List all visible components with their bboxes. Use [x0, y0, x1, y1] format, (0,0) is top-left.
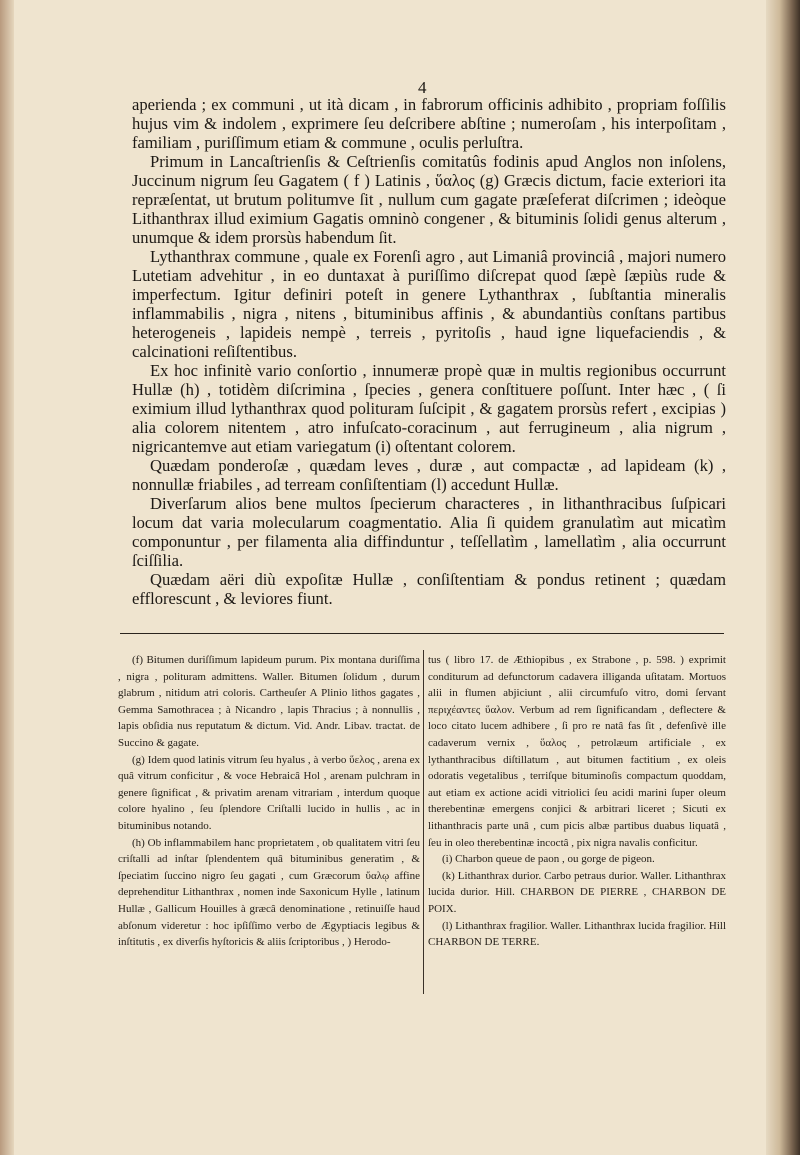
footnote-f: (f) Bitumen duriſſimum lapideum purum. Pix montana duriſſima , nigra , polituram admittens. Waller. Bitumen ſolidum , durum glabrum , nitidum atri coloris. Cartheuſer A Plinio lithos gagates , Gemma Samothracea ; à Nicandro , lapis Thracius ; à nonnullis , lapis obſidia nus reputatum & dictum. Vid. Andr. Libav. tractat. de Succino & gagate. — [118, 654, 420, 749]
paragraph-3: Lythanthrax commune , quale ex Forenſi agro , aut Limaniâ provinciâ , majori numero Lutetiam advehitur , in eo duntaxat à puriſſimo diſcrepat quod ſæpè ſæpiùs rude & imperfectum. Igitur definiri poteſt in genere Lythanthrax , ſubſtantia mineralis inflammabilis , nigra , nitens , bituminibus affinis , & abundantiùs conſtans partibus heterogeneis , lapideis nempè , terreis , pyritoſis , haud igne liquefaciendis , & calcinationi reſiſtentibus. — [132, 247, 726, 361]
page-gutter-shadow — [766, 0, 800, 1155]
footnote-g: (g) Idem quod latinis vitrum ſeu hyalus , à verbo ὕελος , arena ex quâ vitrum conficitur , & voce Hebraicâ Hol , arenam pulchram in genere ſignificat , & privatim arenam vitrariam , interdum quoque colore hyalino , ſeu ſplendore Criſtalli lucido in hullis , ac in bituminibus notando. — [118, 753, 420, 832]
footnote-i: (i) Charbon queue de paon , ou gorge de pigeon. — [442, 853, 655, 866]
paragraph-5: Quædam ponderoſæ , quædam leves , duræ , aut compactæ , ad lapideam (k) , nonnullæ friabiles , ad terream conſiſtentiam (l) accedunt Hullæ. — [132, 456, 726, 494]
paragraph-2: Primum in Lancaſtrienſis & Ceſtrienſis comitatûs fodinis apud Anglos non inſolens, Juccinum nigrum ſeu Gagatem ( f ) Latinis , ὕαλος (g) Græcis dictum, facie exteriori ita repræſentat, ut brutum politumve ſit , nullum cum gagate præſeferat diſcrimen ; ideòque Lithanthrax illud eximium Gagatis omninò congener , & bituminis ſolidi genus alterum , unumque & idem prorsùs habendum ſit. — [132, 152, 726, 247]
footnote-h: (h) Ob inflammabilem hanc proprietatem , ob qualitatem vitri ſeu criſtalli ad inſtar ſplendentem quâ bituminibus generatìm , & ſpeciatìm ſuccino nigro ſeu gagati , cum Græcorum ὕαλῳ affine deprehenditur Lithanthrax , nomen inde Saxonicum Hylle , latinum Hullæ , Gallicum Houilles à græcâ denominatione , retinuiſſe haud abſonum videretur : hoc ipſiſſimo verbo de Ægyptiacis legibus & inſtitutis , ex diverſis hyſtoricis & aliis ſcriptoribus , ) Herodo- — [118, 836, 420, 949]
footnote-rule — [120, 633, 724, 634]
page-number: 4 — [418, 78, 427, 97]
footnotes-left-column — [118, 652, 420, 951]
main-text — [132, 95, 726, 608]
footnote-l: (l) Lithanthrax fragilior. Waller. Lithanthrax lucida fragilior. Hill CHARBON DE TERRE. — [428, 919, 726, 949]
column-divider — [423, 650, 424, 994]
paragraph-4: Ex hoc infinitè vario conſortio , innumeræ propè quæ in multis regionibus occurrunt Hullæ (h) , totidèm diſcrimina , ſpecies , genera conſtituere poſſunt. Inter hæc , ( ſi eximium illud lythanthrax quod polituram ſuſcipit , & gagatem prorsùs refert , excipias ) alia colorem nitentem , atro infuſcato-coracinum , aut ferrugineum , alia nigrum , nigricantemve aut etiam variegatum (i) oſtentant colorem. — [132, 361, 726, 456]
paragraph-6: Diverſarum alios bene multos ſpecierum characteres , in lithanthracibus ſuſpicari locum dat varia molecularum coagmentatio. Alia ſi quidem granulatìm aut micatìm componuntur , per filamenta alia diffinduntur , teſſellatìm , lamellatìm , alia occurrunt ſciſſilia. — [132, 494, 726, 570]
footnote-h-continued: tus ( libro 17. de Æthiopibus , ex Strabone , p. 598. ) exprimit conditurum ad defunctorum cadavera illiganda uſitatam. Mortuos alii in flumen abjiciunt , alii circumfuſo vitro, domi ſervant περιχέαντες ὕαλον. Verbum ad rem ſignificandam , deflectere & loco citato lucem adhibere , ſi pro re natâ fas ſit , defenſivè ille cadaverum vernix , ὕαλος , petrolæum artificiale , ex lythanthracibus diſtillatum , aut bitumen factitium , ex oleis odoratis vegetalibus , terriſque bituminoſis compactum quoddam, aut etiam ex actione acidi vitriolici ſeu acidi marini ſuper oleum therebentinæ emergens conjici & arbitrari liceret ; Sicuti ex lithanthracis parte unâ , cum picis albæ partibus duabus liquatâ , ſeu in oleo therebentinæ incoctâ , pix nigra navalis conficitur. — [428, 654, 726, 849]
paragraph-7: Quædam aëri diù expoſitæ Hullæ , conſiſtentiam & pondus retinent ; quædam efflorescunt , & leviores fiunt. — [132, 570, 726, 608]
footnotes-right-column — [428, 652, 726, 951]
page-left-edge — [0, 0, 14, 1155]
footnote-k: (k) Lithanthrax durior. Carbo petraus durior. Waller. Lithanthrax lucida durior. Hill. CHARBON DE PIERRE , CHARBON DE POIX. — [428, 869, 726, 915]
paragraph-1: aperienda ; ex communi , ut ità dicam , in fabrorum officinis adhibito , propriam foſſilis hujus vim & indolem , exprimere ſeu deſcribere abſtine ; numeroſam , his interpoſitam , familiam , puriſſimum etiam & commune , oculis perluſtra. — [132, 95, 726, 152]
